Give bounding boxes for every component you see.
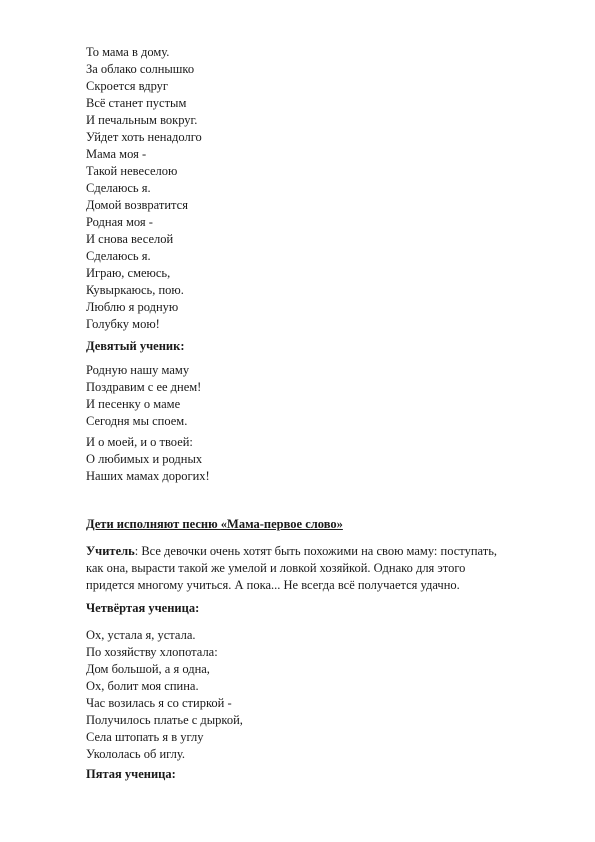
poem-line: То мама в дому.: [86, 45, 170, 59]
teacher-line: придется многому учиться. А пока... Не всегда всё получается удачно.: [86, 578, 460, 592]
poem-line: Голубку мою!: [86, 317, 160, 331]
poem-line: И печальным вокруг.: [86, 113, 198, 127]
poem-line: Наших мамах дорогих!: [86, 469, 210, 483]
poem-line: Час возилась я со стиркой -: [86, 696, 232, 710]
poem-line: Домой возвратится: [86, 198, 188, 212]
teacher-line: : Все девочки очень хотят быть похожими на свою маму: поступать,: [134, 544, 498, 558]
poem-line: Всё станет пустым: [86, 96, 187, 110]
speaker-heading-fifth: Пятая ученица:: [86, 767, 176, 781]
poem-line: Сделаюсь я.: [86, 181, 151, 195]
poem-line: Ох, устала я, устала.: [86, 628, 196, 642]
poem-line: Сегодня мы споем.: [86, 414, 188, 428]
teacher-paragraph: [86, 543, 546, 594]
poem-line: Ох, болит моя спина.: [86, 679, 199, 693]
speaker-heading-fourth: Четвёртая ученица:: [86, 601, 200, 615]
poem-line: Получилось платье с дыркой,: [86, 713, 243, 727]
poem-line: Дом большой, а я одна,: [86, 662, 210, 676]
poem-verse-1: [86, 44, 546, 333]
speaker-heading-ninth: Девятый ученик:: [86, 339, 185, 353]
poem-line: Такой невеселою: [86, 164, 178, 178]
poem-line: Родная моя -: [86, 215, 153, 229]
poem-line: За облако солнышко: [86, 62, 195, 76]
poem-line: Укололась об иглу.: [86, 747, 186, 761]
poem-verse-3: [86, 627, 546, 763]
poem-line: Играю, смеюсь,: [86, 266, 171, 280]
poem-verse-2a: [86, 362, 546, 430]
poem-line: Поздравим с ее днем!: [86, 380, 202, 394]
song-heading: Дети исполняют песню «Мама-первое слово»: [86, 517, 343, 531]
poem-line: Мама моя -: [86, 147, 147, 161]
teacher-label: Учитель: [86, 544, 135, 558]
teacher-line: как она, вырасти такой же умелой и ловкой хозяйкой. Однако для этого: [86, 561, 466, 575]
poem-line: Села штопать я в углу: [86, 730, 204, 744]
poem-line: О любимых и родных: [86, 452, 203, 466]
poem-verse-2b: [86, 434, 546, 485]
poem-line: Сделаюсь я.: [86, 249, 151, 263]
poem-line: Люблю я родную: [86, 300, 179, 314]
poem-line: И о моей, и о твоей:: [86, 435, 193, 449]
poem-line: И снова веселой: [86, 232, 174, 246]
poem-line: По хозяйству хлопотала:: [86, 645, 218, 659]
poem-line: Кувыркаюсь, пою.: [86, 283, 184, 297]
poem-line: И песенку о маме: [86, 397, 181, 411]
poem-line: Скроется вдруг: [86, 79, 169, 93]
poem-line: Родную нашу маму: [86, 363, 190, 377]
poem-line: Уйдет хоть ненадолго: [86, 130, 202, 144]
